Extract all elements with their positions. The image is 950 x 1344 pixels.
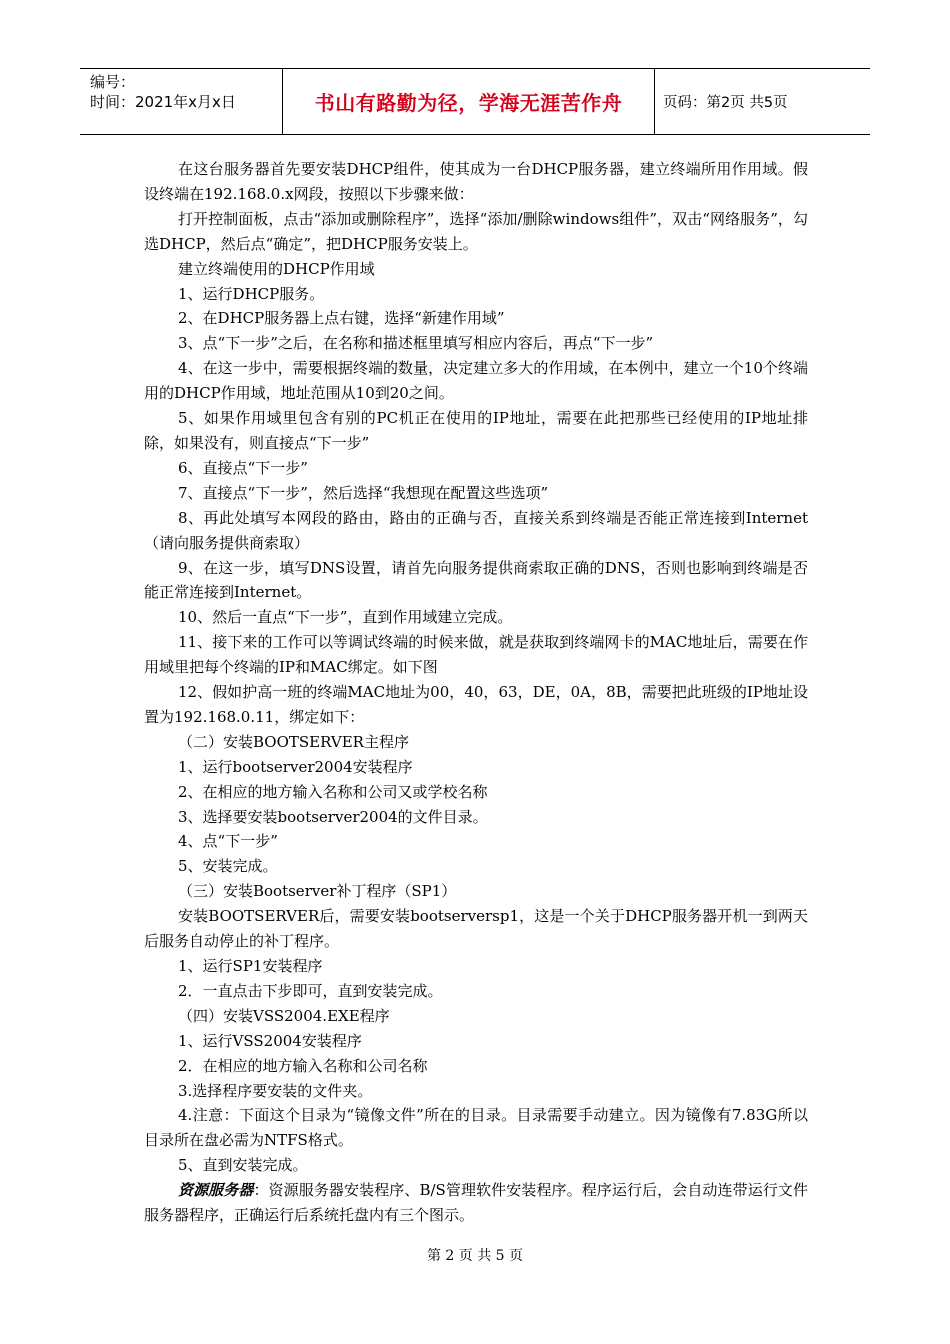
- paragraph: 1、运行SP1安装程序: [178, 957, 323, 975]
- paragraph: 12、假如护高一班的终端MAC地址为00，40，63，DE，0A，8B，需要把此班级的IP地址设置为192.168.0.11，绑定如下：: [144, 683, 808, 726]
- resource-server-label: 资源服务器: [178, 1181, 254, 1200]
- paragraph: 9、在这一步，填写DNS设置，请首先向服务提供商索取正确的DNS，否则也影响到终端是否能正常连接到Internet。: [144, 558, 808, 602]
- paragraph: 3、点“下一步”之后，在名称和描述框里填写相应内容后，再点“下一步”: [178, 334, 654, 353]
- section-heading: （二）安装BOOTSERVER主程序: [178, 732, 409, 751]
- paragraph: 10、然后一直点“下一步”，直到作用域建立完成。: [178, 608, 513, 627]
- paragraph: 2、在DHCP服务器上点右键，选择“新建作用域”: [178, 309, 505, 328]
- paragraph: 建立终端使用的DHCP作用域: [178, 259, 375, 278]
- number-label: 编号：: [90, 73, 136, 91]
- document-body: [144, 157, 808, 1228]
- paragraph: 安装BOOTSERVER后，需要安装bootserversp1，这是一个关于DHCP服务器开机一到两天后服务自动停止的补丁程序。: [144, 907, 808, 951]
- paragraph: 11、接下来的工作可以等调试终端的时候来做，就是获取到终端网卡的MAC地址后，需要在作用域里把每个终端的IP和MAC绑定。如下图: [144, 633, 808, 677]
- resource-server-text: ：资源服务器安装程序、B/S管理软件安装程序。程序运行后，会自动连带运行文件服务器程序，正确运行后系统托盘内有三个图示。: [144, 1181, 808, 1225]
- paragraph: 4、点“下一步”: [178, 832, 278, 851]
- paragraph: 4.注意：下面这个目录为“镜像文件”所在的目录。目录需要手动建立。因为镜像有7.83G所以目录所在盘必需为NTFS格式。: [144, 1106, 808, 1150]
- paragraph: 2．一直点击下步即可，直到安装完成。: [178, 981, 443, 1000]
- paragraph: 4、在这一步中，需要根据终端的数量，决定建立多大的作用域，在本例中，建立一个10个终端用的DHCP作用域，地址范围从10到20之间。: [144, 359, 808, 403]
- header-meta: [80, 69, 283, 134]
- paragraph: 3、选择要安装bootserver2004的文件目录。: [178, 807, 488, 826]
- paragraph: 5、直到安装完成。: [178, 1156, 308, 1175]
- paragraph: 7、直接点“下一步”，然后选择“我想现在配置这些选项”: [178, 483, 549, 502]
- section-heading: （四）安装VSS2004.EXE程序: [178, 1006, 390, 1025]
- section-heading: （三）安装Bootserver补丁程序（SP1）: [178, 882, 457, 901]
- paragraph: 1、运行DHCP服务。: [178, 284, 325, 303]
- resource-server-paragraph: [144, 1178, 808, 1228]
- paragraph: 3.选择程序要安装的文件夹。: [178, 1081, 373, 1100]
- paragraph: 2．在相应的地方输入名称和公司名称: [178, 1056, 428, 1075]
- paragraph: 5、如果作用域里包含有别的PC机正在使用的IP地址，需要在此把那些已经使用的IP地址排除，如果没有，则直接点“下一步”: [144, 409, 808, 452]
- time-line: 时间：2021年x月x日: [90, 93, 236, 111]
- header-page-info: 页码：第2页 共5页: [663, 95, 788, 111]
- paragraph: 2、在相应的地方输入名称和公司又或学校名称: [178, 782, 488, 801]
- page-header: [80, 68, 870, 135]
- paragraph: 1、运行VSS2004安装程序: [178, 1031, 362, 1050]
- paragraph: 1、运行bootserver2004安装程序: [178, 757, 413, 776]
- paragraph: 5、安装完成。: [178, 857, 278, 876]
- page-footer: 第 2 页 共 5 页: [426, 1248, 524, 1264]
- paragraph: 打开控制面板，点击“添加或删除程序”，选择“添加/删除windows组件”，双击“网络服务”，勾选DHCP，然后点“确定”，把DHCP服务安装上。: [144, 209, 808, 253]
- paragraph: 8、再此处填写本网段的路由，路由的正确与否，直接关系到终端是否能正常连接到Internet（请向服务提供商索取）: [144, 508, 808, 552]
- paragraph: 在这台服务器首先要安装DHCP组件，使其成为一台DHCP服务器，建立终端所用作用域。假设终端在192.168.0.x网段，按照以下步骤来做：: [144, 160, 808, 203]
- header-motto: 书山有路勤为径，学海无涯苦作舟: [283, 69, 655, 134]
- paragraph: 6、直接点“下一步”: [178, 458, 308, 477]
